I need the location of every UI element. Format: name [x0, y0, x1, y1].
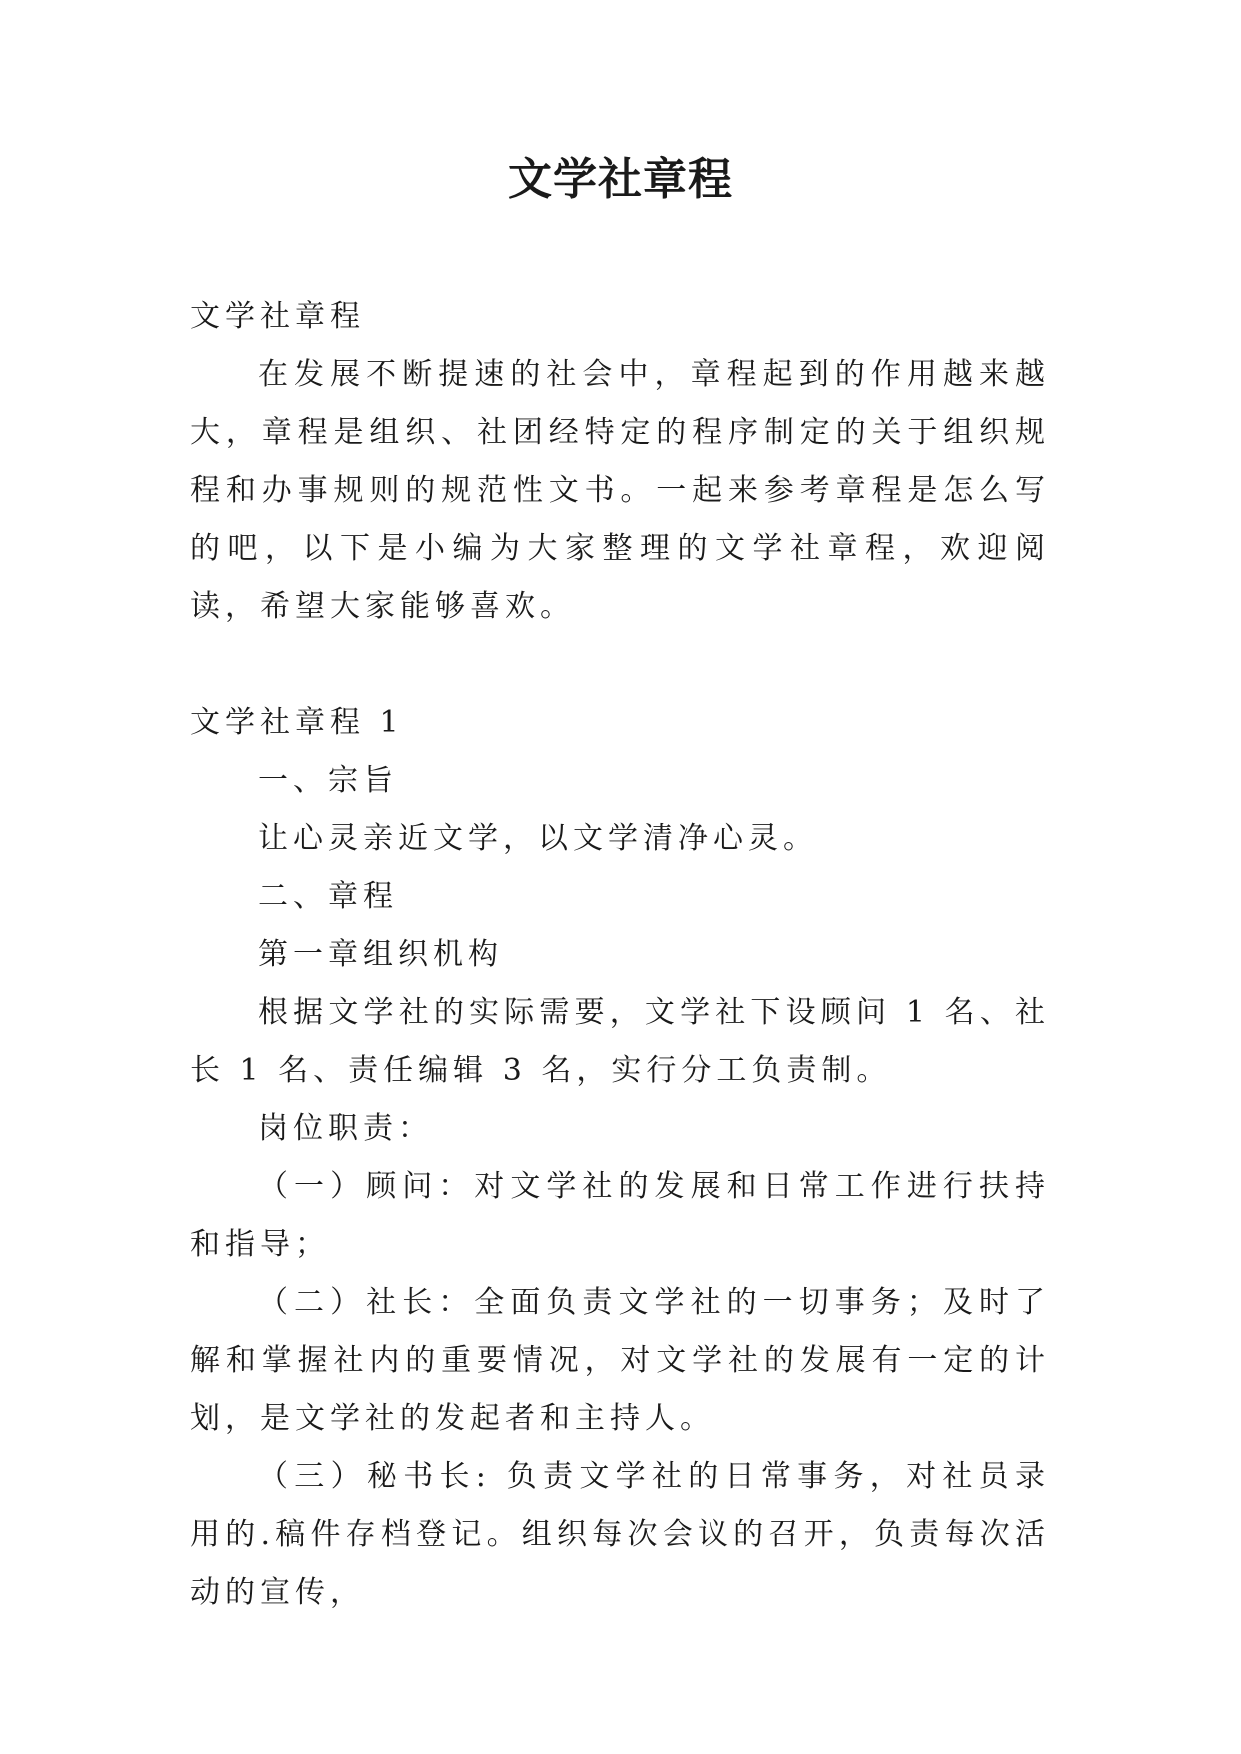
organization-paragraph: 根据文学社的实际需要，文学社下设顾问 1 名、社长 1 名、责任编辑 3 名，实行分工负责制。 — [190, 995, 1050, 1088]
duty-secretary: （三）秘书长: 负责文学社的日常事务，对社员录用的.稿件存档登记。组织每次会议的召开，负责每次活动的宣传， — [190, 1459, 1050, 1610]
purpose-text: 让心灵亲近文学，以文学清净心灵。 — [258, 821, 818, 856]
document-body — [190, 288, 1050, 1622]
purpose-heading: 一、宗旨 — [258, 763, 398, 798]
duty-president: （二）社长：全面负责文学社的一切事务；及时了解和掌握社内的重要情况，对文学社的发展有一定的计划，是文学社的发起者和主持人。 — [190, 1285, 1050, 1436]
intro-heading: 文学社章程 — [190, 299, 365, 334]
section-heading: 文学社章程 1 — [190, 705, 404, 740]
duty-advisor: （一）顾问：对文学社的发展和日常工作进行扶持和指导； — [190, 1169, 1050, 1262]
document-title: 文学社章程 — [508, 154, 733, 205]
duties-heading: 岗位职责： — [258, 1111, 433, 1146]
charter-heading: 二、章程 — [258, 879, 398, 914]
intro-paragraph: 在发展不断提速的社会中，章程起到的作用越来越大，章程是组织、社团经特定的程序制定的关于组织规程和办事规则的规范性文书。一起来参考章程是怎么写的吧，以下是小编为大家整理的文学社章程，欢迎阅读，希望大家能够喜欢。 — [190, 357, 1050, 624]
chapter-heading: 第一章组织机构 — [258, 937, 503, 972]
section-gap — [190, 636, 1050, 694]
